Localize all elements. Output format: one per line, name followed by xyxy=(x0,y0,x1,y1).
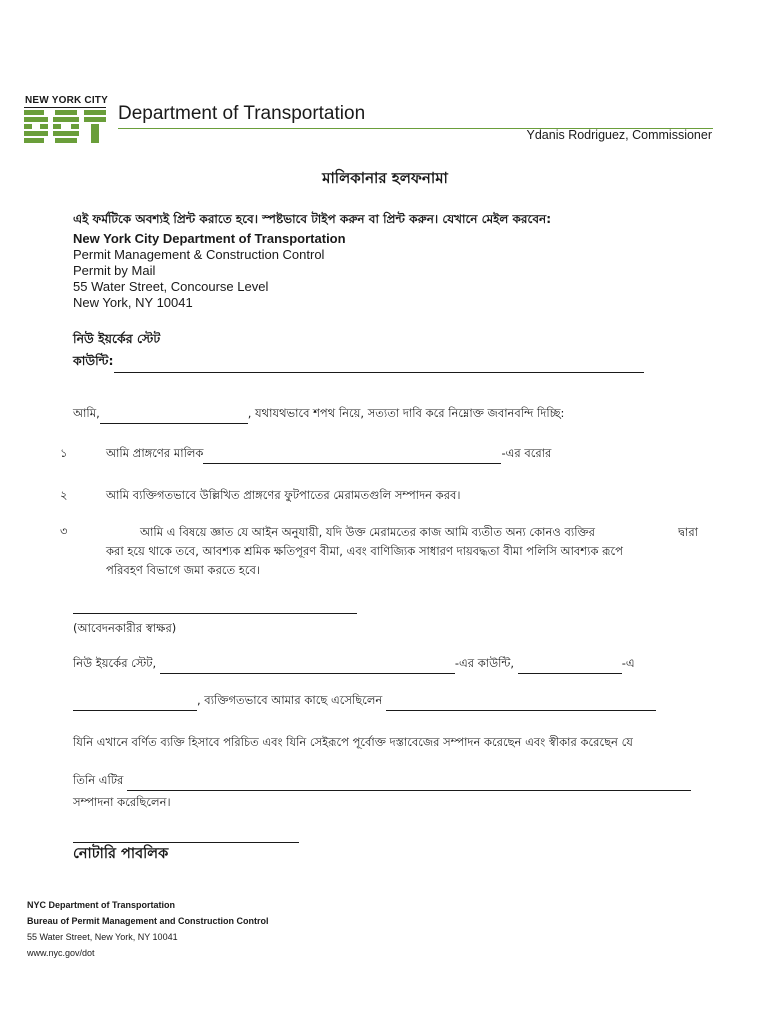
executed-prefix: তিনি এটির xyxy=(73,773,124,787)
footer-line-1: NYC Department of Transportation xyxy=(27,900,176,910)
item-1-number: ১ xyxy=(60,446,68,460)
instruction-text: এই ফর্মটিকে অবশ্যই প্রিন্ট করাতে হবে। স্পষ্টভাবে টাইপ করুন বা প্রিন্ট করুন। যেখানে মেইল করবেন: xyxy=(73,212,551,226)
notary-state-field[interactable] xyxy=(160,660,455,674)
department-name: Department of Transportation xyxy=(118,103,366,124)
acknowledge-text: যিনি এখানে বর্ণিত ব্যক্তি হিসাবে পরিচিত এবং যিনি সেইরূপে পূর্বোক্ত দস্তাবেজের সম্পাদন করেছেন এবং স্বীকার করেছেন যে xyxy=(73,735,633,749)
item-3-line-1: আমি এ বিষয়ে জ্ঞাত যে আইন অনুযায়ী, যদি উক্ত মেরামতের কাজ আমি ব্যতীত অন্য কোনও ব্যক্তির xyxy=(140,525,595,539)
oath-row xyxy=(73,405,564,424)
appeared-name-field[interactable] xyxy=(386,697,656,711)
item-1-row xyxy=(106,445,551,464)
item-3-line-2: করা হয়ে থাকে তবে, আবশ্যক শ্রমিক ক্ষতিপূরণ বীমা, এবং বাণিজ্যিক সাধারণ দায়বদ্ধতা বীমা পলিসি আবশ্যক রূপে xyxy=(106,544,623,558)
item-3-line-3: পরিবহণ বিভাগে জমা করতে হবে। xyxy=(106,563,260,577)
applicant-signature-field[interactable] xyxy=(73,613,357,614)
date-field[interactable] xyxy=(73,697,197,711)
logo-city-text: NEW YORK CITY xyxy=(25,95,108,106)
item-1-suffix: -এর বরোর xyxy=(501,446,552,460)
county-field[interactable] xyxy=(114,359,644,373)
address-line-2: Permit Management & Construction Control xyxy=(73,247,325,262)
address-line-5: New York, NY 10041 xyxy=(73,295,193,310)
county-label: কাউন্টি: xyxy=(73,353,114,368)
signature-caption: (আবেদনকারীর স্বাক্ষর) xyxy=(73,621,177,635)
notary-state-label: নিউ ইয়র্কের স্টেট, xyxy=(73,656,157,670)
borough-field[interactable] xyxy=(203,450,501,464)
item-2-text: আমি ব্যক্তিগতভাবে উল্লিখিত প্রাঙ্গণের ফুটপাতের মেরামতগুলি সম্পাদন করব। xyxy=(106,488,461,502)
appeared-text: , ব্যক্তিগতভাবে আমার কাছে এসেছিলেন xyxy=(197,693,383,707)
footer-line-2: Bureau of Permit Management and Construction Control xyxy=(27,916,269,926)
notary-county-field[interactable] xyxy=(518,660,622,674)
item-3-line-1-end: দ্বারা xyxy=(678,525,698,539)
nyc-dot-logo xyxy=(24,95,106,145)
affiant-name-field[interactable] xyxy=(100,410,248,424)
oath-suffix: , যথাযথভাবে শপথ নিয়ে, সত্যতা দাবি করে নিম্নোক্ত জবানবন্দি দিচ্ছি: xyxy=(247,406,565,420)
address-line-3: Permit by Mail xyxy=(73,263,156,278)
notary-county-label: -এর কাউন্টি, xyxy=(454,656,515,670)
footer-line-4: www.nyc.gov/dot xyxy=(27,948,95,958)
item-3-text xyxy=(106,523,712,580)
appeared-row xyxy=(73,692,656,711)
item-1-prefix: আমি প্রাঙ্গণের মালিক xyxy=(106,446,204,460)
notary-label: নোটারি পাবলিক xyxy=(73,846,169,862)
footer-line-3: 55 Water Street, New York, NY 10041 xyxy=(27,932,178,942)
address-line-4: 55 Water Street, Concourse Level xyxy=(73,279,269,294)
item-3-number: ৩ xyxy=(60,524,68,538)
address-line-1: New York City Department of Transportation xyxy=(73,231,346,246)
executed-field[interactable] xyxy=(127,777,691,791)
commissioner-name: Ydanis Rodriguez, Commissioner xyxy=(526,128,712,142)
state-label: নিউ ইয়র্কের স্টেট xyxy=(73,331,161,346)
county-row xyxy=(73,353,644,373)
notary-suffix: -এ xyxy=(621,656,635,670)
item-2-number: ২ xyxy=(60,488,68,502)
oath-prefix: আমি, xyxy=(73,406,100,420)
notary-state-row xyxy=(73,655,635,674)
executed-row xyxy=(73,772,691,791)
dot-logo-mark xyxy=(24,110,106,143)
executed-suffix: সম্পাদনা করেছিলেন। xyxy=(73,795,171,809)
form-title: মালিকানার হলফনামা xyxy=(322,169,448,187)
